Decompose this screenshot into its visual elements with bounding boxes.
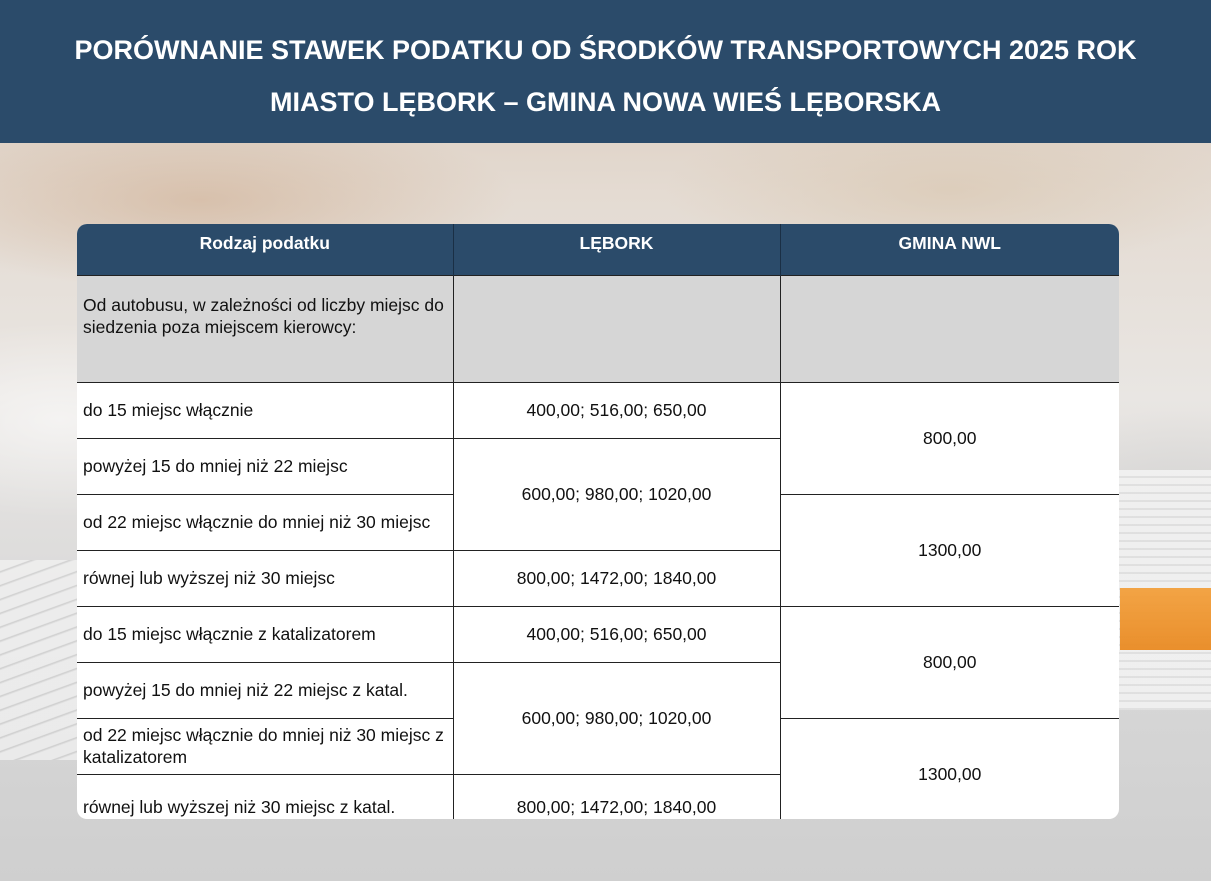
lebork-value: 400,00; 516,00; 650,00	[453, 382, 780, 438]
title-line-1: PORÓWNANIE STAWEK PODATKU OD ŚRODKÓW TRANSPORTOWYCH 2025 ROK	[74, 35, 1137, 65]
table-row-label: równej lub wyższej niż 30 miejsc	[77, 550, 453, 606]
table-row-label: powyżej 15 do mniej niż 22 miejsc z katal.	[77, 662, 453, 718]
column-header-lebork: LĘBORK	[453, 224, 780, 275]
gmina-value: 800,00	[780, 606, 1119, 718]
gmina-value: 1300,00	[780, 494, 1119, 606]
section-empty-cell	[780, 275, 1119, 382]
table-row-label: powyżej 15 do mniej niż 22 miejsc	[77, 438, 453, 494]
background-notebook	[0, 560, 78, 760]
background-orange-binder	[1120, 588, 1211, 650]
lebork-value: 600,00; 980,00; 1020,00	[453, 438, 780, 550]
column-header-gmina: GMINA NWL	[780, 224, 1119, 275]
lebork-value: 800,00; 1472,00; 1840,00	[453, 774, 780, 819]
tax-comparison-table	[77, 224, 1119, 819]
gmina-value: 800,00	[780, 382, 1119, 494]
page-header	[0, 0, 1211, 143]
section-empty-cell	[453, 275, 780, 382]
table-row-label: równej lub wyższej niż 30 miejsc z katal.	[77, 774, 453, 819]
column-header-type: Rodzaj podatku	[77, 224, 453, 275]
table-row-label: do 15 miejsc włącznie z katalizatorem	[77, 606, 453, 662]
lebork-value: 400,00; 516,00; 650,00	[453, 606, 780, 662]
lebork-value: 600,00; 980,00; 1020,00	[453, 662, 780, 774]
section-label: Od autobusu, w zależności od liczby miejsc do siedzenia poza miejscem kierowcy:	[77, 275, 453, 382]
table-row-label: od 22 miejsc włącznie do mniej niż 30 miejsc	[77, 494, 453, 550]
table-row-label: od 22 miejsc włącznie do mniej niż 30 miejsc z katalizatorem	[77, 718, 453, 774]
title-line-2: MIASTO LĘBORK – GMINA NOWA WIEŚ LĘBORSKA	[269, 87, 942, 117]
lebork-value: 800,00; 1472,00; 1840,00	[453, 550, 780, 606]
table-row-label: do 15 miejsc włącznie	[77, 382, 453, 438]
gmina-value: 1300,00	[780, 718, 1119, 819]
